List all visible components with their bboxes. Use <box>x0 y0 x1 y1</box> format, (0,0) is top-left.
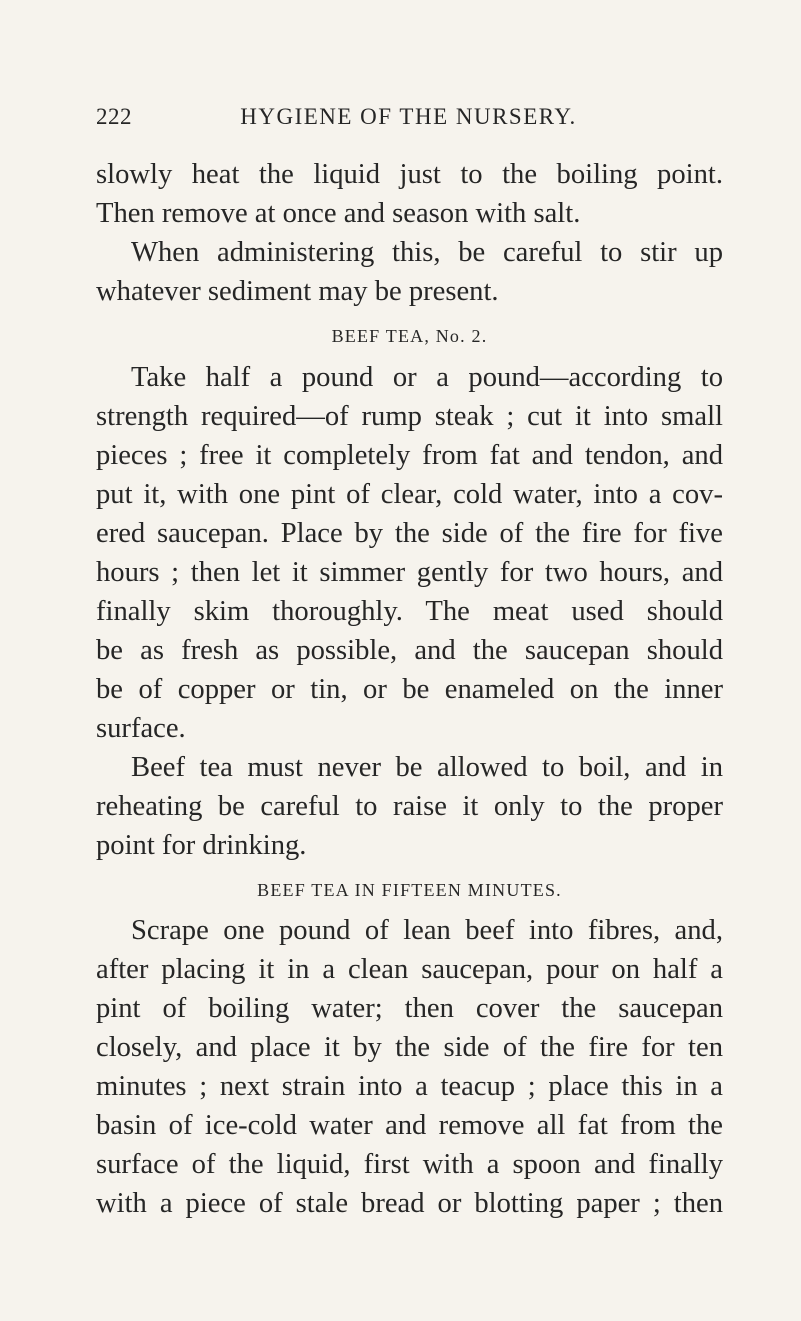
text-line: Scrape one pound of lean beef into fibres, and, <box>131 915 723 946</box>
text-line: strength required—of rump steak ; cut it into small <box>96 401 723 432</box>
running-head <box>96 104 721 134</box>
text-line: put it, with one pint of clear, cold water, into a cov- <box>96 479 723 510</box>
section-heading: BEEF TEA, No. 2. <box>331 326 488 346</box>
text-line: Then remove at once and season with salt. <box>96 198 581 229</box>
page-number: 222 <box>96 104 132 129</box>
text-line: hours ; then let it simmer gently for two hours, and <box>96 557 723 588</box>
text-line: after placing it in a clean saucepan, pour on half a <box>96 954 723 985</box>
text-line: pieces ; free it completely from fat and tendon, and <box>96 440 723 471</box>
text-line: slowly heat the liquid just to the boiling point. <box>96 159 723 190</box>
text-line: basin of ice-cold water and remove all fat from the <box>96 1110 723 1141</box>
text-line: point for drinking. <box>96 830 307 861</box>
text-line: pint of boiling water; then cover the saucepan <box>96 993 723 1024</box>
text-line: surface of the liquid, first with a spoon and finally <box>96 1149 723 1180</box>
text-line: with a piece of stale bread or blotting paper ; then <box>96 1188 723 1219</box>
section-heading: BEEF TEA IN FIFTEEN MINUTES. <box>257 880 562 900</box>
text-line: reheating be careful to raise it only to the proper <box>96 791 723 822</box>
text-line: When administering this, be careful to stir up <box>131 237 723 268</box>
text-line: surface. <box>96 713 186 744</box>
text-line: Beef tea must never be allowed to boil, and in <box>131 752 723 783</box>
text-line: be as fresh as possible, and the saucepan should <box>96 635 723 666</box>
text-line: Take half a pound or a pound—according to <box>131 362 723 393</box>
text-line: whatever sediment may be present. <box>96 276 499 307</box>
text-line: closely, and place it by the side of the fire for ten <box>96 1032 723 1063</box>
text-line: minutes ; next strain into a teacup ; place this in a <box>96 1071 723 1102</box>
text-line: ered saucepan. Place by the side of the fire for five <box>96 518 723 549</box>
text-line: be of copper or tin, or be enameled on the inner <box>96 674 723 705</box>
running-title: HYGIENE OF THE NURSERY. <box>240 104 577 129</box>
text-line: finally skim thoroughly. The meat used should <box>96 596 723 627</box>
